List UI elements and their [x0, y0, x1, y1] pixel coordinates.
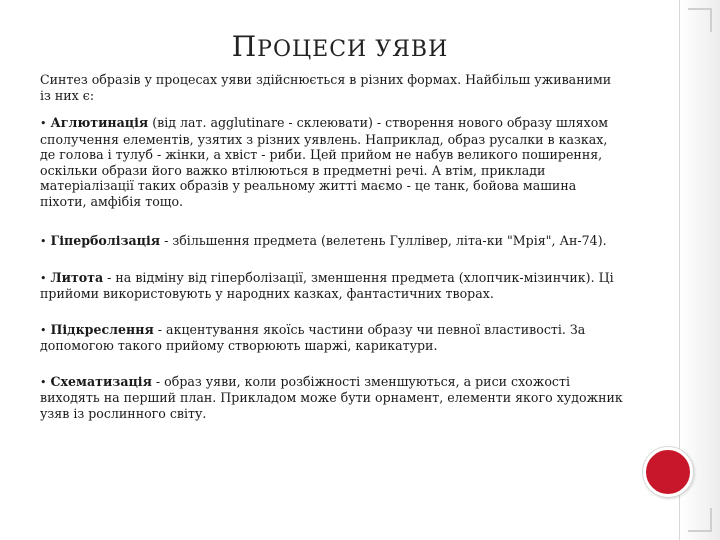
bullet: • [40, 323, 47, 337]
title-rest: РОЦЕСИ УЯВИ [257, 37, 449, 62]
term-description: - акцентування якоїсь частини образу чи певної властивості. За допомогою такого прийому створюють шаржі, карикатури. [40, 321, 586, 353]
term-label: Підкреслення [50, 321, 154, 337]
slide-body [40, 72, 625, 441]
bullet: • [40, 271, 47, 285]
intro-paragraph: Синтез образів у процесах уяви здійснюється в різних формах. Найбільш уживаними із них є: [40, 72, 612, 103]
term-description: - на відміну від гіперболізації, зменшення предмета (хлопчик-мізинчик). Ці прийоми використовують у народних казках, фантастичних творах. [40, 269, 614, 301]
term-description: - збільшення предмета (велетень Гуллівер, літа-ки "Мрія", Ан-74). [160, 233, 607, 248]
list-item-agglutination [40, 115, 625, 209]
corner-decoration-top [688, 8, 712, 32]
slide-title [40, 30, 640, 63]
bullet: • [40, 375, 47, 389]
term-description: (від лат. agglutinare - склеювати) - створення нового образу шляхом сполучення елементів, узятих з різних уявлень. Наприклад, образ русалки в казках, де голова і тулуб - жінки, а хвіст - риби. Цей прийом не набув великого поширення, оскільки образи його важко втілюються в предметні речі. А втім, приклади матеріалізації таких образів у реальному житті маємо - це танк, бойова машина піхоти, амфібія тощо. [40, 115, 609, 209]
red-circle-decoration [643, 447, 693, 497]
term-label: Гіперболізація [50, 233, 161, 248]
bullet: • [40, 117, 47, 130]
bullet: • [40, 235, 47, 248]
corner-decoration-bottom [688, 508, 712, 532]
term-label: Литота [50, 269, 104, 285]
list-item-schematization [40, 374, 625, 422]
list-item-emphasis [40, 322, 625, 354]
list-item-hyperbolization [40, 233, 625, 250]
list-item-litota [40, 270, 625, 302]
title-initial: П [231, 30, 258, 63]
term-label: Аглютинація [50, 115, 149, 130]
term-label: Схематизація [50, 373, 152, 389]
term-description: - образ уяви, коли розбіжності зменшуються, а риси схожості виходять на перший план. Прикладом може бути орнамент, елементи якого художник узяв із рослинного світу. [40, 373, 623, 421]
